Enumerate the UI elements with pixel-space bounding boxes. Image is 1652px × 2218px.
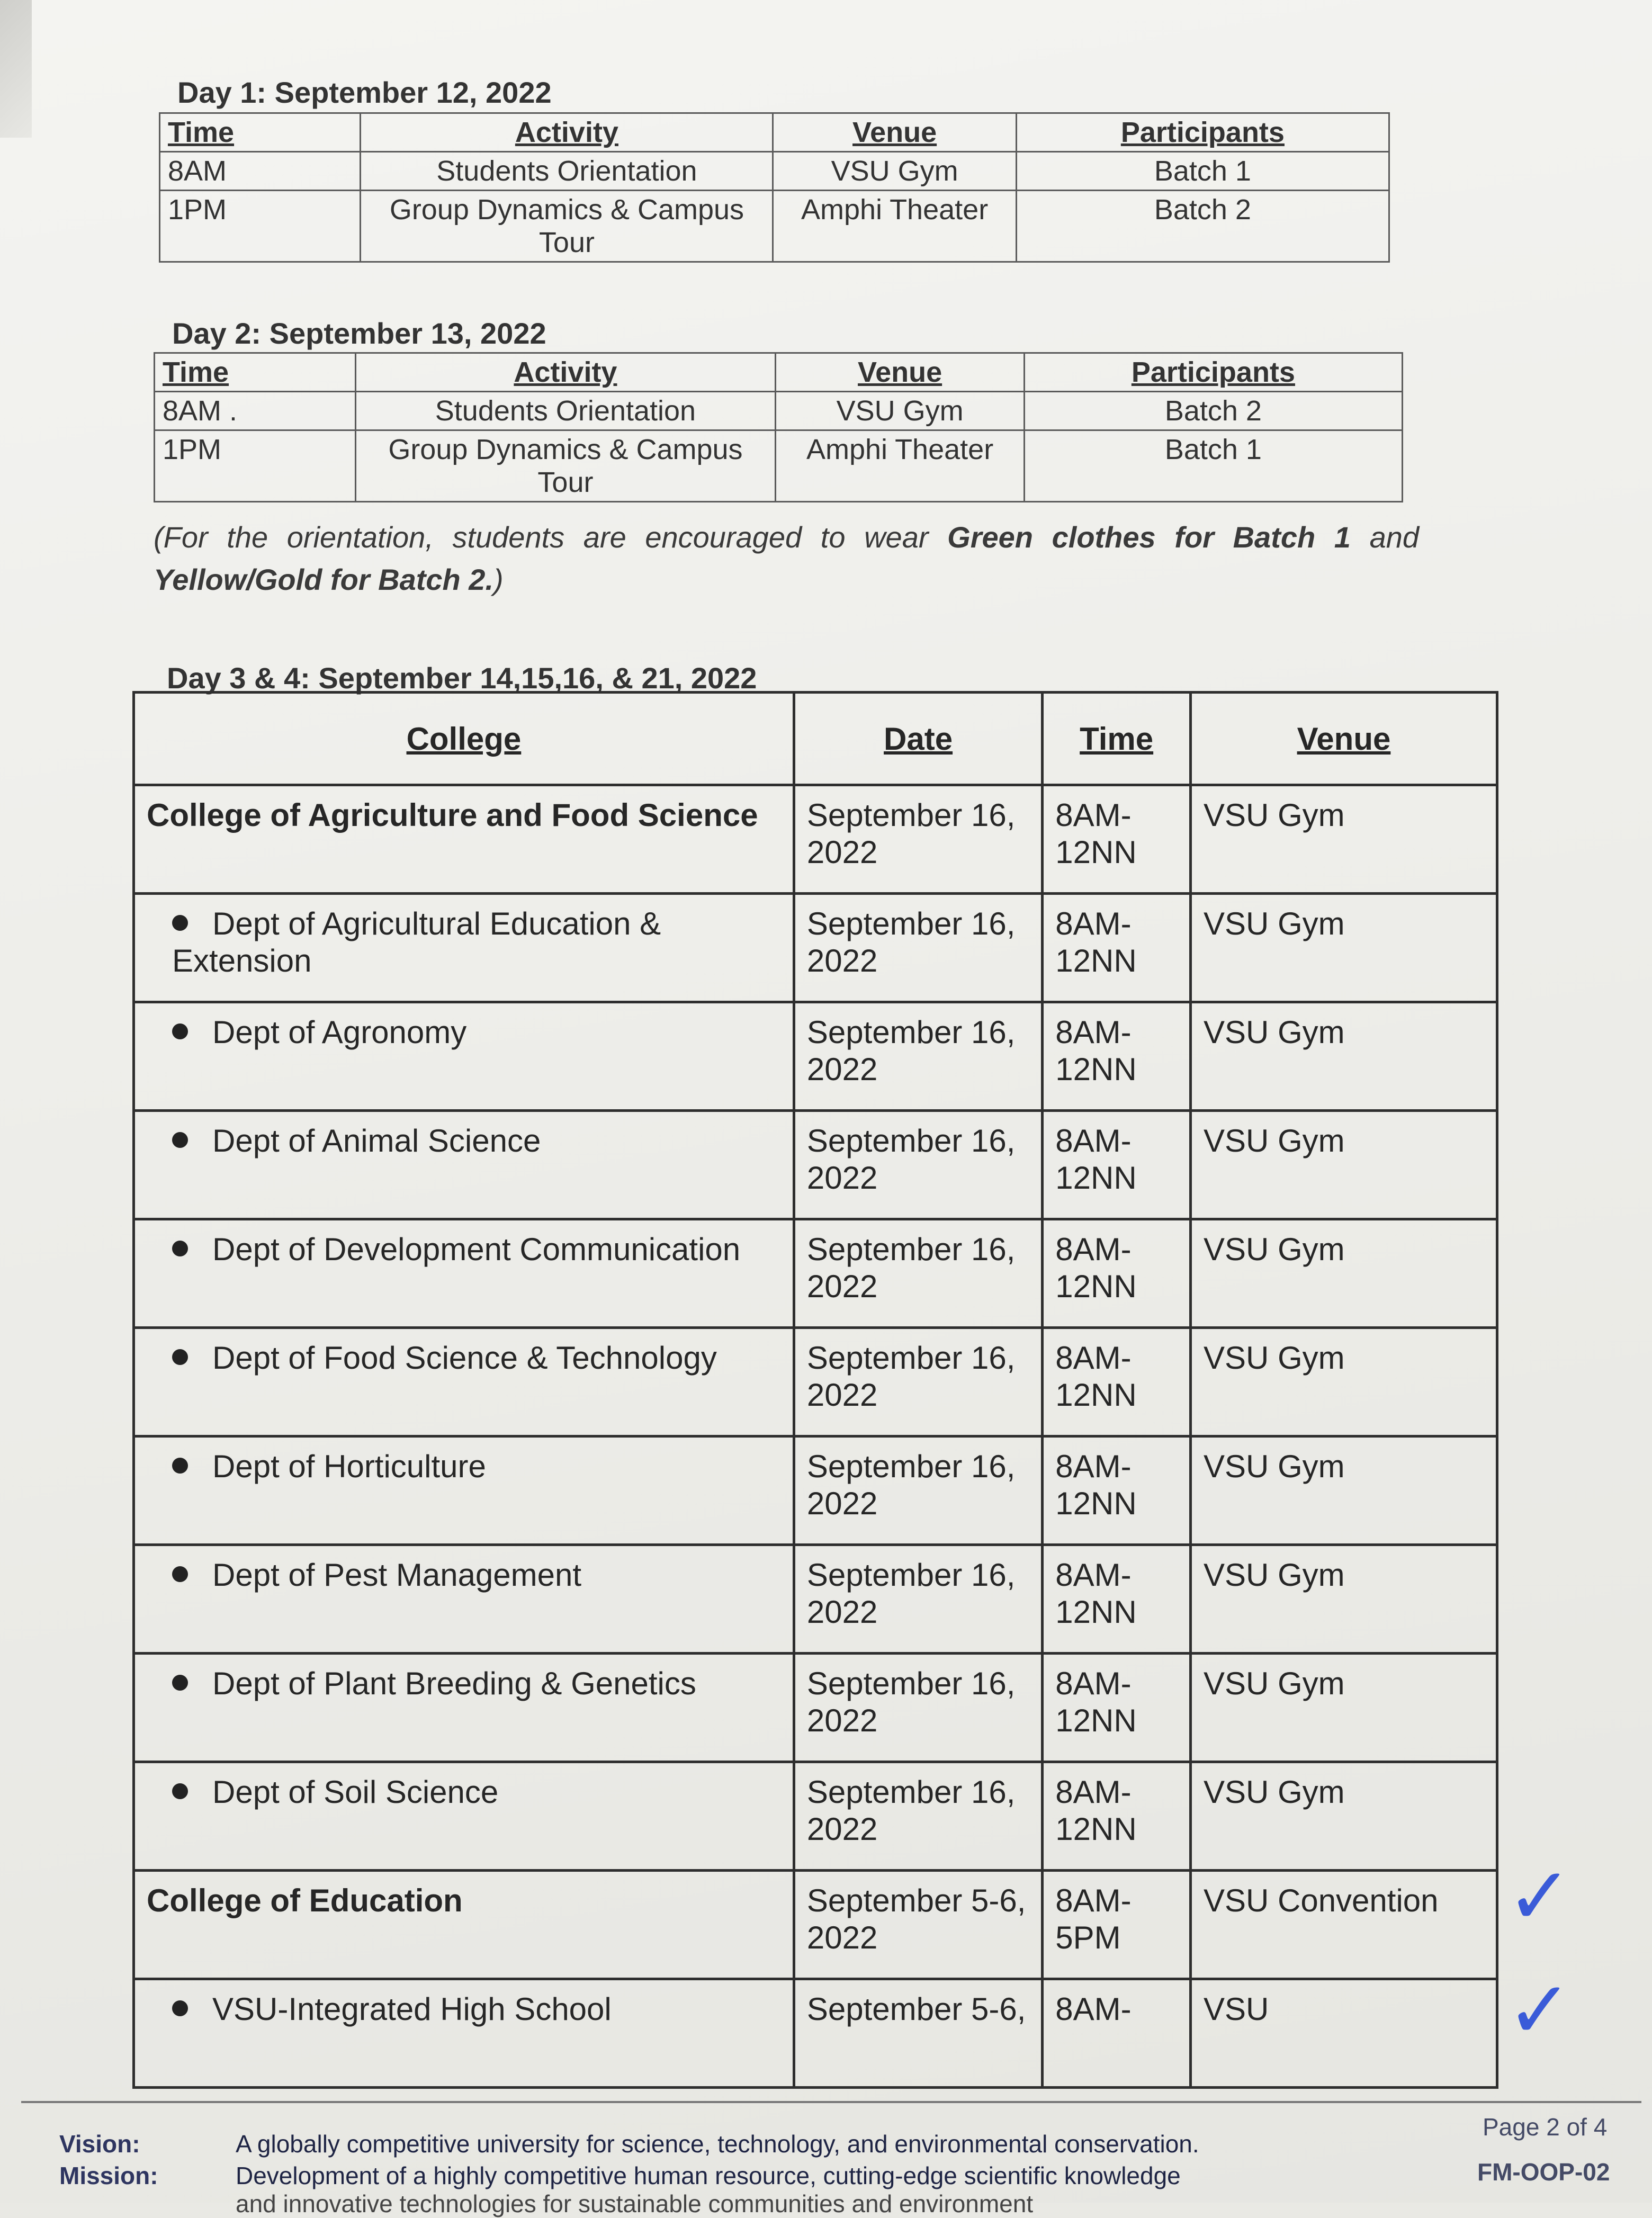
cell-date: September 5-6, 2022: [794, 1871, 1042, 1979]
cell-participants: Batch 2: [1024, 392, 1402, 430]
college-name: [134, 785, 794, 894]
column-header: Participants: [1016, 113, 1389, 152]
department-name: [134, 1545, 794, 1654]
cell-date: September 16, 2022: [794, 1002, 1042, 1111]
column-header: Venue: [1190, 693, 1497, 785]
cell-time: 8AM .: [155, 392, 356, 430]
table-row: [134, 1328, 1497, 1436]
table-row: [134, 1436, 1497, 1545]
department-name: [134, 1111, 794, 1219]
cell-date: September 16, 2022: [794, 1762, 1042, 1871]
cell-time: 8AM-: [1043, 1979, 1191, 2088]
unit-name: VSU-Integrated High School: [212, 1991, 612, 2027]
unit-name: Dept of Development Communication: [212, 1232, 741, 1267]
table-row: [155, 392, 1403, 430]
cell-time: 8AM-12NN: [1043, 1545, 1191, 1654]
unit-name: Dept of Food Science & Technology: [212, 1340, 717, 1376]
bullet-icon: [172, 1241, 188, 1256]
note-text-and: and: [1350, 520, 1420, 554]
cell-time: 8AM-12NN: [1043, 1328, 1191, 1436]
college-schedule-table: [132, 691, 1498, 2089]
checkmark-icon: ✓: [1506, 1851, 1573, 1943]
cell-venue: VSU Gym: [1190, 1545, 1497, 1654]
department-name: [134, 1762, 794, 1871]
bullet-icon: [172, 1458, 188, 1474]
cell-participants: Batch 2: [1016, 191, 1389, 262]
cell-time: 8AM-12NN: [1043, 1762, 1191, 1871]
cell-venue: VSU Gym: [1190, 1111, 1497, 1219]
table-row: [134, 1979, 1497, 2088]
unit-name: Dept of Plant Breeding & Genetics: [212, 1666, 696, 1701]
cell-venue: VSU Gym: [1190, 1002, 1497, 1111]
department-name: [134, 1328, 794, 1436]
cell-time: 1PM: [160, 191, 361, 262]
bullet-icon: [172, 915, 188, 931]
form-code: FM-OOP-02: [1477, 2158, 1610, 2186]
cell-activity: Group Dynamics & Campus Tour: [361, 191, 773, 262]
cell-venue: VSU Gym: [1190, 785, 1497, 894]
cell-time: 1PM: [155, 430, 356, 502]
unit-name: Dept of Agronomy: [212, 1014, 467, 1050]
table-row: [134, 1111, 1497, 1219]
bullet-icon: [172, 1783, 188, 1799]
table-row: [134, 894, 1497, 1002]
cell-venue: VSU Gym: [1190, 1762, 1497, 1871]
cell-date: September 16, 2022: [794, 894, 1042, 1002]
day2-title: Day 2: September 13, 2022: [172, 317, 546, 350]
cell-venue: VSU: [1190, 1979, 1497, 2088]
department-name: [134, 894, 794, 1002]
cell-time: 8AM-5PM: [1043, 1871, 1191, 1979]
column-header: College: [134, 693, 794, 785]
table-row: [160, 191, 1389, 262]
cell-venue: VSU Gym: [1190, 1219, 1497, 1328]
footer-divider: [21, 2101, 1641, 2103]
table-row: [134, 1871, 1497, 1979]
cell-date: September 16, 2022: [794, 785, 1042, 894]
cell-activity: Group Dynamics & Campus Tour: [355, 430, 776, 502]
table-row: [160, 152, 1389, 191]
cell-date: September 16, 2022: [794, 1436, 1042, 1545]
unit-name: College of Agriculture and Food Science: [147, 797, 758, 833]
table-row: [134, 1762, 1497, 1871]
day1-table: [159, 112, 1390, 263]
cell-participants: Batch 1: [1016, 152, 1389, 191]
cell-activity: Students Orientation: [355, 392, 776, 430]
department-name: [134, 1002, 794, 1111]
table-row: [155, 430, 1403, 502]
table-row: [134, 1654, 1497, 1762]
bullet-icon: [172, 1023, 188, 1039]
cell-venue: VSU Convention: [1190, 1871, 1497, 1979]
unit-name: Dept of Animal Science: [212, 1123, 541, 1159]
cell-date: September 16, 2022: [794, 1328, 1042, 1436]
vision-label: Vision:: [59, 2130, 140, 2158]
cell-date: September 16, 2022: [794, 1111, 1042, 1219]
cell-venue: Amphi Theater: [776, 430, 1024, 502]
unit-name: Dept of Agricultural Education & Extension: [172, 906, 661, 978]
college-name: [134, 1871, 794, 1979]
department-name: [134, 1654, 794, 1762]
cell-venue: VSU Gym: [1190, 1328, 1497, 1436]
cell-venue: VSU Gym: [1190, 894, 1497, 1002]
table-row: [134, 785, 1497, 894]
department-name: [134, 1436, 794, 1545]
page-fold-shadow: [0, 0, 32, 138]
note-text: (For the orientation, students are encouraged to wear: [154, 520, 948, 554]
column-header: Venue: [773, 113, 1016, 152]
dress-code-note: [154, 516, 1419, 601]
cell-time: 8AM: [160, 152, 361, 191]
cell-time: 8AM-12NN: [1043, 1002, 1191, 1111]
day1-title: Day 1: September 12, 2022: [177, 76, 552, 109]
note-batch2-color: Yellow/Gold for Batch 2.: [154, 563, 494, 596]
cell-time: 8AM-12NN: [1043, 894, 1191, 1002]
bullet-icon: [172, 1566, 188, 1582]
column-header: Activity: [355, 353, 776, 392]
bullet-icon: [172, 1349, 188, 1365]
bullet-icon: [172, 2000, 188, 2016]
column-header: Time: [155, 353, 356, 392]
mission-text-cont: and innovative technologies for sustainable communities and environment: [236, 2190, 1034, 2217]
table-row: [134, 1002, 1497, 1111]
unit-name: College of Education: [147, 1883, 463, 1918]
cell-venue: VSU Gym: [773, 152, 1016, 191]
mission-label: Mission:: [59, 2162, 158, 2189]
unit-name: Dept of Horticulture: [212, 1449, 486, 1484]
column-header: Activity: [361, 113, 773, 152]
department-name: [134, 1979, 794, 2088]
bullet-icon: [172, 1132, 188, 1148]
cell-time: 8AM-12NN: [1043, 1219, 1191, 1328]
cell-venue: VSU Gym: [1190, 1654, 1497, 1762]
note-batch1-color: Green clothes for Batch 1: [947, 520, 1351, 554]
cell-time: 8AM-12NN: [1043, 1436, 1191, 1545]
column-header: Venue: [776, 353, 1024, 392]
cell-time: 8AM-12NN: [1043, 1654, 1191, 1762]
vision-text: A globally competitive university for science, technology, and environmental conservation.: [236, 2130, 1199, 2158]
day34-title: Day 3 & 4: September 14,15,16, & 21, 2022: [167, 661, 757, 695]
column-header: Time: [160, 113, 361, 152]
page-number: Page 2 of 4: [1483, 2113, 1608, 2141]
day2-table: [154, 352, 1403, 502]
cell-participants: Batch 1: [1024, 430, 1402, 502]
column-header: Time: [1043, 693, 1191, 785]
cell-time: 8AM-12NN: [1043, 1111, 1191, 1219]
cell-venue: Amphi Theater: [773, 191, 1016, 262]
column-header: Participants: [1024, 353, 1402, 392]
cell-date: September 5-6,: [794, 1979, 1042, 2088]
table-row: [134, 1219, 1497, 1328]
cell-time: 8AM-12NN: [1043, 785, 1191, 894]
mission-text: Development of a highly competitive human resource, cutting-edge scientific knowledge: [236, 2162, 1181, 2189]
cell-date: September 16, 2022: [794, 1219, 1042, 1328]
note-text-close: ): [493, 563, 504, 596]
checkmark-icon: ✓: [1506, 1964, 1573, 2057]
unit-name: Dept of Pest Management: [212, 1557, 582, 1593]
cell-activity: Students Orientation: [361, 152, 773, 191]
unit-name: Dept of Soil Science: [212, 1774, 499, 1810]
department-name: [134, 1219, 794, 1328]
cell-venue: VSU Gym: [1190, 1436, 1497, 1545]
bullet-icon: [172, 1675, 188, 1691]
table-row: [134, 1545, 1497, 1654]
column-header: Date: [794, 693, 1042, 785]
cell-date: September 16, 2022: [794, 1545, 1042, 1654]
cell-venue: VSU Gym: [776, 392, 1024, 430]
cell-date: September 16, 2022: [794, 1654, 1042, 1762]
